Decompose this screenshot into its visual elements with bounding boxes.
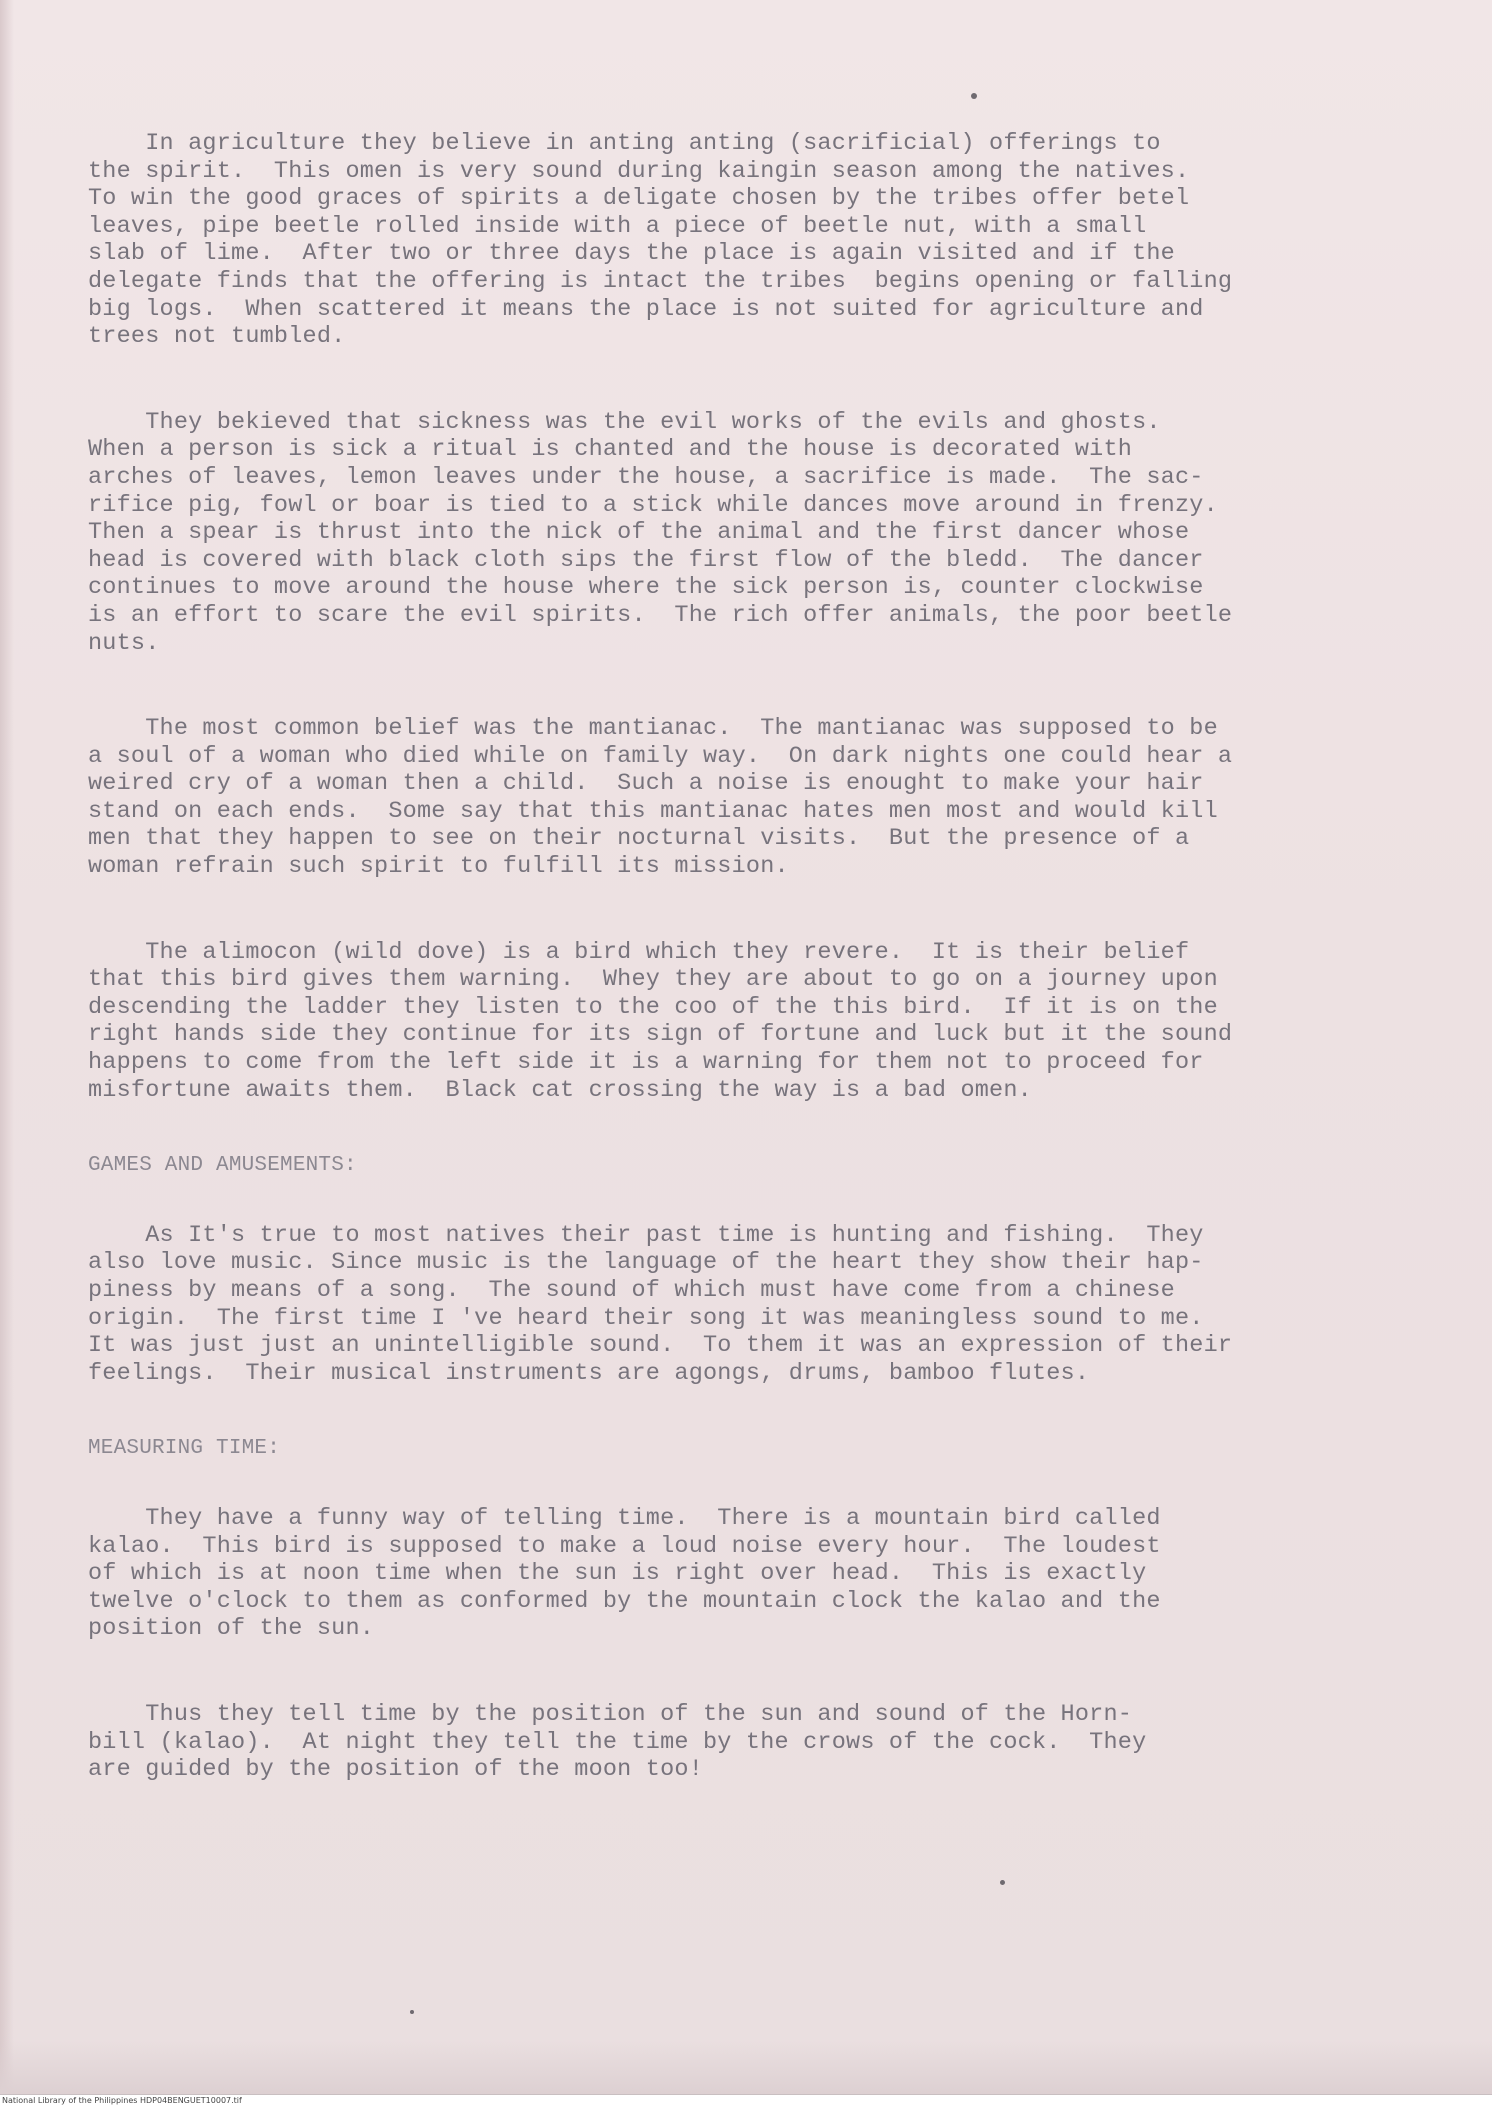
text-line: In agriculture they believe in anting anting (sacrificial) offerings to [88, 130, 1161, 157]
paragraph [88, 1222, 1413, 1388]
text-line: bill (kalao). At night they tell the time by the crows of the cock. They [88, 1728, 1147, 1756]
text-line: continues to move around the house where the sick person is, counter clockwise [88, 574, 1204, 602]
text-line: rifice pig, fowl or boar is tied to a stick while dances move around in frenzy. [88, 491, 1218, 519]
text-line: slab of lime. After two or three days the place is again visited and if the [88, 240, 1175, 268]
page-fold-shadow [0, 2040, 1492, 2094]
paragraph [88, 1505, 1413, 1643]
text-line: right hands side they continue for its sign of fortune and luck but it the sound [88, 1021, 1233, 1049]
document-body [88, 130, 1413, 1842]
text-line: descending the ladder they listen to the coo of the this bird. If it is on the [88, 993, 1218, 1021]
paragraph [88, 1701, 1413, 1784]
section-heading: MEASURING TIME: [88, 1437, 281, 1461]
text-line: weired cry of a woman then a child. Such a noise is enought to make your hair [88, 770, 1204, 798]
text-line: The most common belief was the mantianac. The mantianac was supposed to be [88, 715, 1218, 743]
text-line: twelve o'clock to them as conformed by the mountain clock the kalao and the [88, 1587, 1161, 1615]
page-edge-shadow [0, 0, 14, 2094]
paragraph [88, 409, 1413, 657]
text-line: is an effort to scare the evil spirits. The rich offer animals, the poor beetle [88, 601, 1233, 629]
text-line: They have a funny way of telling time. There is a mountain bird called [88, 1504, 1161, 1532]
text-line: men that they happen to see on their nocturnal visits. But the presence of a [88, 825, 1190, 853]
section-heading: GAMES AND AMUSEMENTS: [88, 1154, 357, 1178]
text-line: Then a spear is thrust into the nick of the animal and the first dancer whose [88, 519, 1190, 547]
text-line: They bekieved that sickness was the evil works of the evils and ghosts. [88, 408, 1161, 436]
text-line: origin. The first time I 've heard their song it was meaningless sound to me. [88, 1304, 1204, 1332]
text-line: misfortune awaits them. Black cat crossing the way is a bad omen. [88, 1076, 1032, 1104]
paragraph [88, 130, 1413, 351]
text-line: Thus they tell time by the position of the sun and sound of the Horn- [88, 1700, 1133, 1728]
text-line: trees not tumbled. [88, 323, 346, 351]
text-line: big logs. When scattered it means the place is not suited for agriculture and [88, 295, 1204, 323]
text-line: stand on each ends. Some say that this mantianac hates men most and would kill [88, 797, 1218, 825]
ink-speck [1000, 1880, 1005, 1885]
text-line: To win the good graces of spirits a deligate chosen by the tribes offer betel [88, 185, 1190, 213]
text-line: As It's true to most natives their past time is hunting and fishing. They [88, 1221, 1204, 1249]
text-line: When a person is sick a ritual is chanted and the house is decorated with [88, 436, 1133, 464]
text-line: feelings. Their musical instruments are agongs, drums, bamboo flutes. [88, 1359, 1090, 1387]
text-line: a soul of a woman who died while on family way. On dark nights one could hear a [88, 742, 1233, 770]
text-line: happens to come from the left side it is a warning for them not to proceed for [88, 1049, 1204, 1077]
text-line: the spirit. This omen is very sound during kaingin season among the natives. [88, 157, 1190, 185]
text-line: head is covered with black cloth sips the first flow of the bledd. The dancer [88, 546, 1204, 574]
text-line: are guided by the position of the moon too! [88, 1756, 703, 1784]
ink-speck [971, 93, 977, 99]
text-line: nuts. [88, 629, 160, 657]
text-line: The alimocon (wild dove) is a bird which they revere. It is their belief [88, 938, 1190, 966]
text-line: leaves, pipe beetle rolled inside with a piece of beetle nut, with a small [88, 212, 1147, 240]
text-line: It was just just an unintelligible sound. To them it was an expression of their [88, 1332, 1233, 1360]
text-line: that this bird gives them warning. Whey they are about to go on a journey upon [88, 966, 1218, 994]
ink-speck [410, 2010, 414, 2014]
text-line: woman refrain such spirit to fulfill its mission. [88, 853, 789, 881]
text-line: position of the sun. [88, 1615, 375, 1643]
footer-caption: National Library of the Philippines HDP04BENGUET10007.tif [2, 2096, 242, 2105]
paragraph [88, 715, 1413, 881]
text-line: delegate finds that the offering is intact the tribes begins opening or falling [88, 267, 1233, 295]
paragraph [88, 939, 1413, 1105]
text-line: piness by means of a song. The sound of which must have come from a chinese [88, 1277, 1175, 1304]
text-line: kalao. This bird is supposed to make a loud noise every hour. The loudest [88, 1532, 1161, 1560]
text-line: of which is at noon time when the sun is right over head. This is exactly [88, 1560, 1147, 1588]
text-line: arches of leaves, lemon leaves under the house, a sacrifice is made. The sac- [88, 463, 1204, 491]
text-line: also love music. Since music is the language of the heart they show their hap- [88, 1249, 1204, 1277]
